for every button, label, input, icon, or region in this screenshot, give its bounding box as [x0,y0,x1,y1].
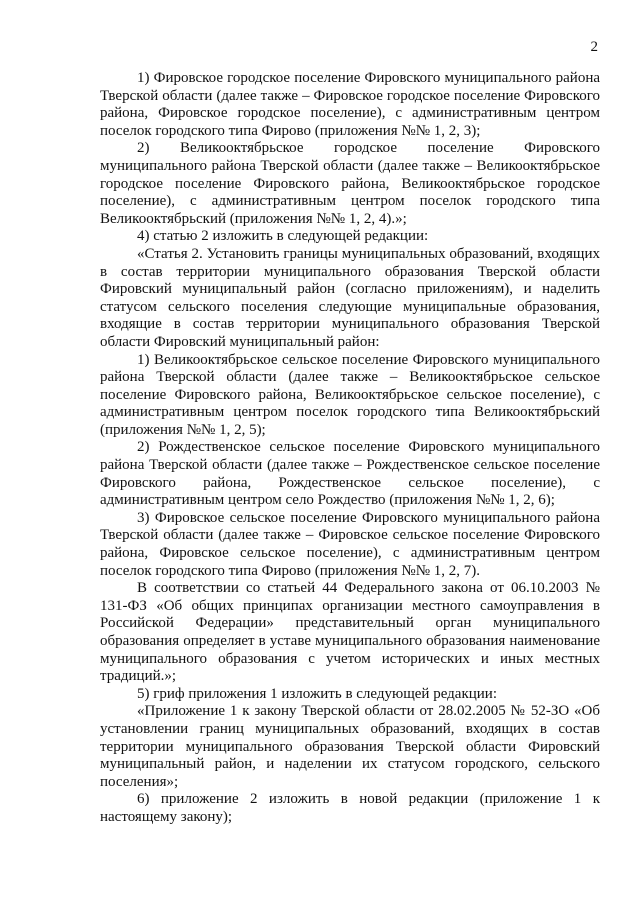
page-number: 2 [590,39,598,55]
paragraph-item-2-rozhdestvenskoe-rural: 2) Рождественское сельское поселение Фировского муниципального района Тверской области (далее также – Рождественское сельское поселение Фировского района, Рождественское сельское поселение), с административным центром село Рождество (приложения №№ 1, 2, 6); [100,439,600,509]
paragraph-amendment-5: 5) гриф приложения 1 изложить в следующей редакции: [137,685,497,702]
paragraph-appendix-1-heading: «Приложение 1 к закону Тверской области от 28.02.2005 № 52-ЗО «Об установлении границ муниципальных образований, входящих в состав территории муниципального образования Тверской области Фировский муниципальный район, и наделении их статусом городского, сельского поселения»; [100,703,600,790]
paragraph-item-1-velikooktyabrsky-rural: 1) Великооктябрьское сельское поселение Фировского муниципального района Тверской области (далее также – Великооктябрьское сельское поселение Фировского района, Великооктябрьское сельское поселение), с административным центром поселок городского типа Великооктябрьский (приложения №№ 1, 2, 5); [100,351,600,438]
paragraph-amendment-6: 6) приложение 2 изложить в новой редакции (приложение 1 к настоящему закону); [100,791,600,825]
paragraph-item-2-velikooktyabrsky-urban: 2) Великооктябрьское городское поселение Фировского муниципального района Тверской области (далее также – Великооктябрьское городское поселение Фировского района, Великооктябрьское городское поселение), с административным центром поселок городского типа Великооктябрьский (приложения №№ 1, 2, 4).»; [100,140,600,227]
paragraph-amendment-4: 4) статью 2 изложить в следующей редакции: [137,228,429,245]
paragraph-federal-law-reference: В соответствии со статьей 44 Федерального закона от 06.10.2003 № 131-ФЗ «Об общих принципах организации местного самоуправления в Российской Федерации» представительный орган муниципального образования определяет в уставе муниципального образования наименование муниципального образования с учетом исторических и иных местных традиций.»; [100,580,600,685]
document-body [100,70,600,827]
paragraph-article-2: «Статья 2. Установить границы муниципальных образований, входящих в состав территории муниципального образования Тверской области Фировский муниципальный район (согласно приложениям), и наделить статусом сельского поселения следующие муниципальные образования, входящие в состав территории муниципального образования Тверской области Фировский муниципальный район: [100,245,600,350]
paragraph-item-1-firovo-urban: 1) Фировское городское поселение Фировского муниципального района Тверской области (далее также – Фировское городское поселение Фировского района, Фировское городское поселение), с административным центром поселок городского типа Фирово (приложения №№ 1, 2, 3); [100,70,600,139]
paragraph-item-3-firovo-rural: 3) Фировское сельское поселение Фировского муниципального района Тверской области (далее также – Фировское сельское поселение Фировского района, Фировское сельское поселение), с административным центром поселок городского типа Фирово (приложения №№ 1, 2, 7). [100,509,600,579]
